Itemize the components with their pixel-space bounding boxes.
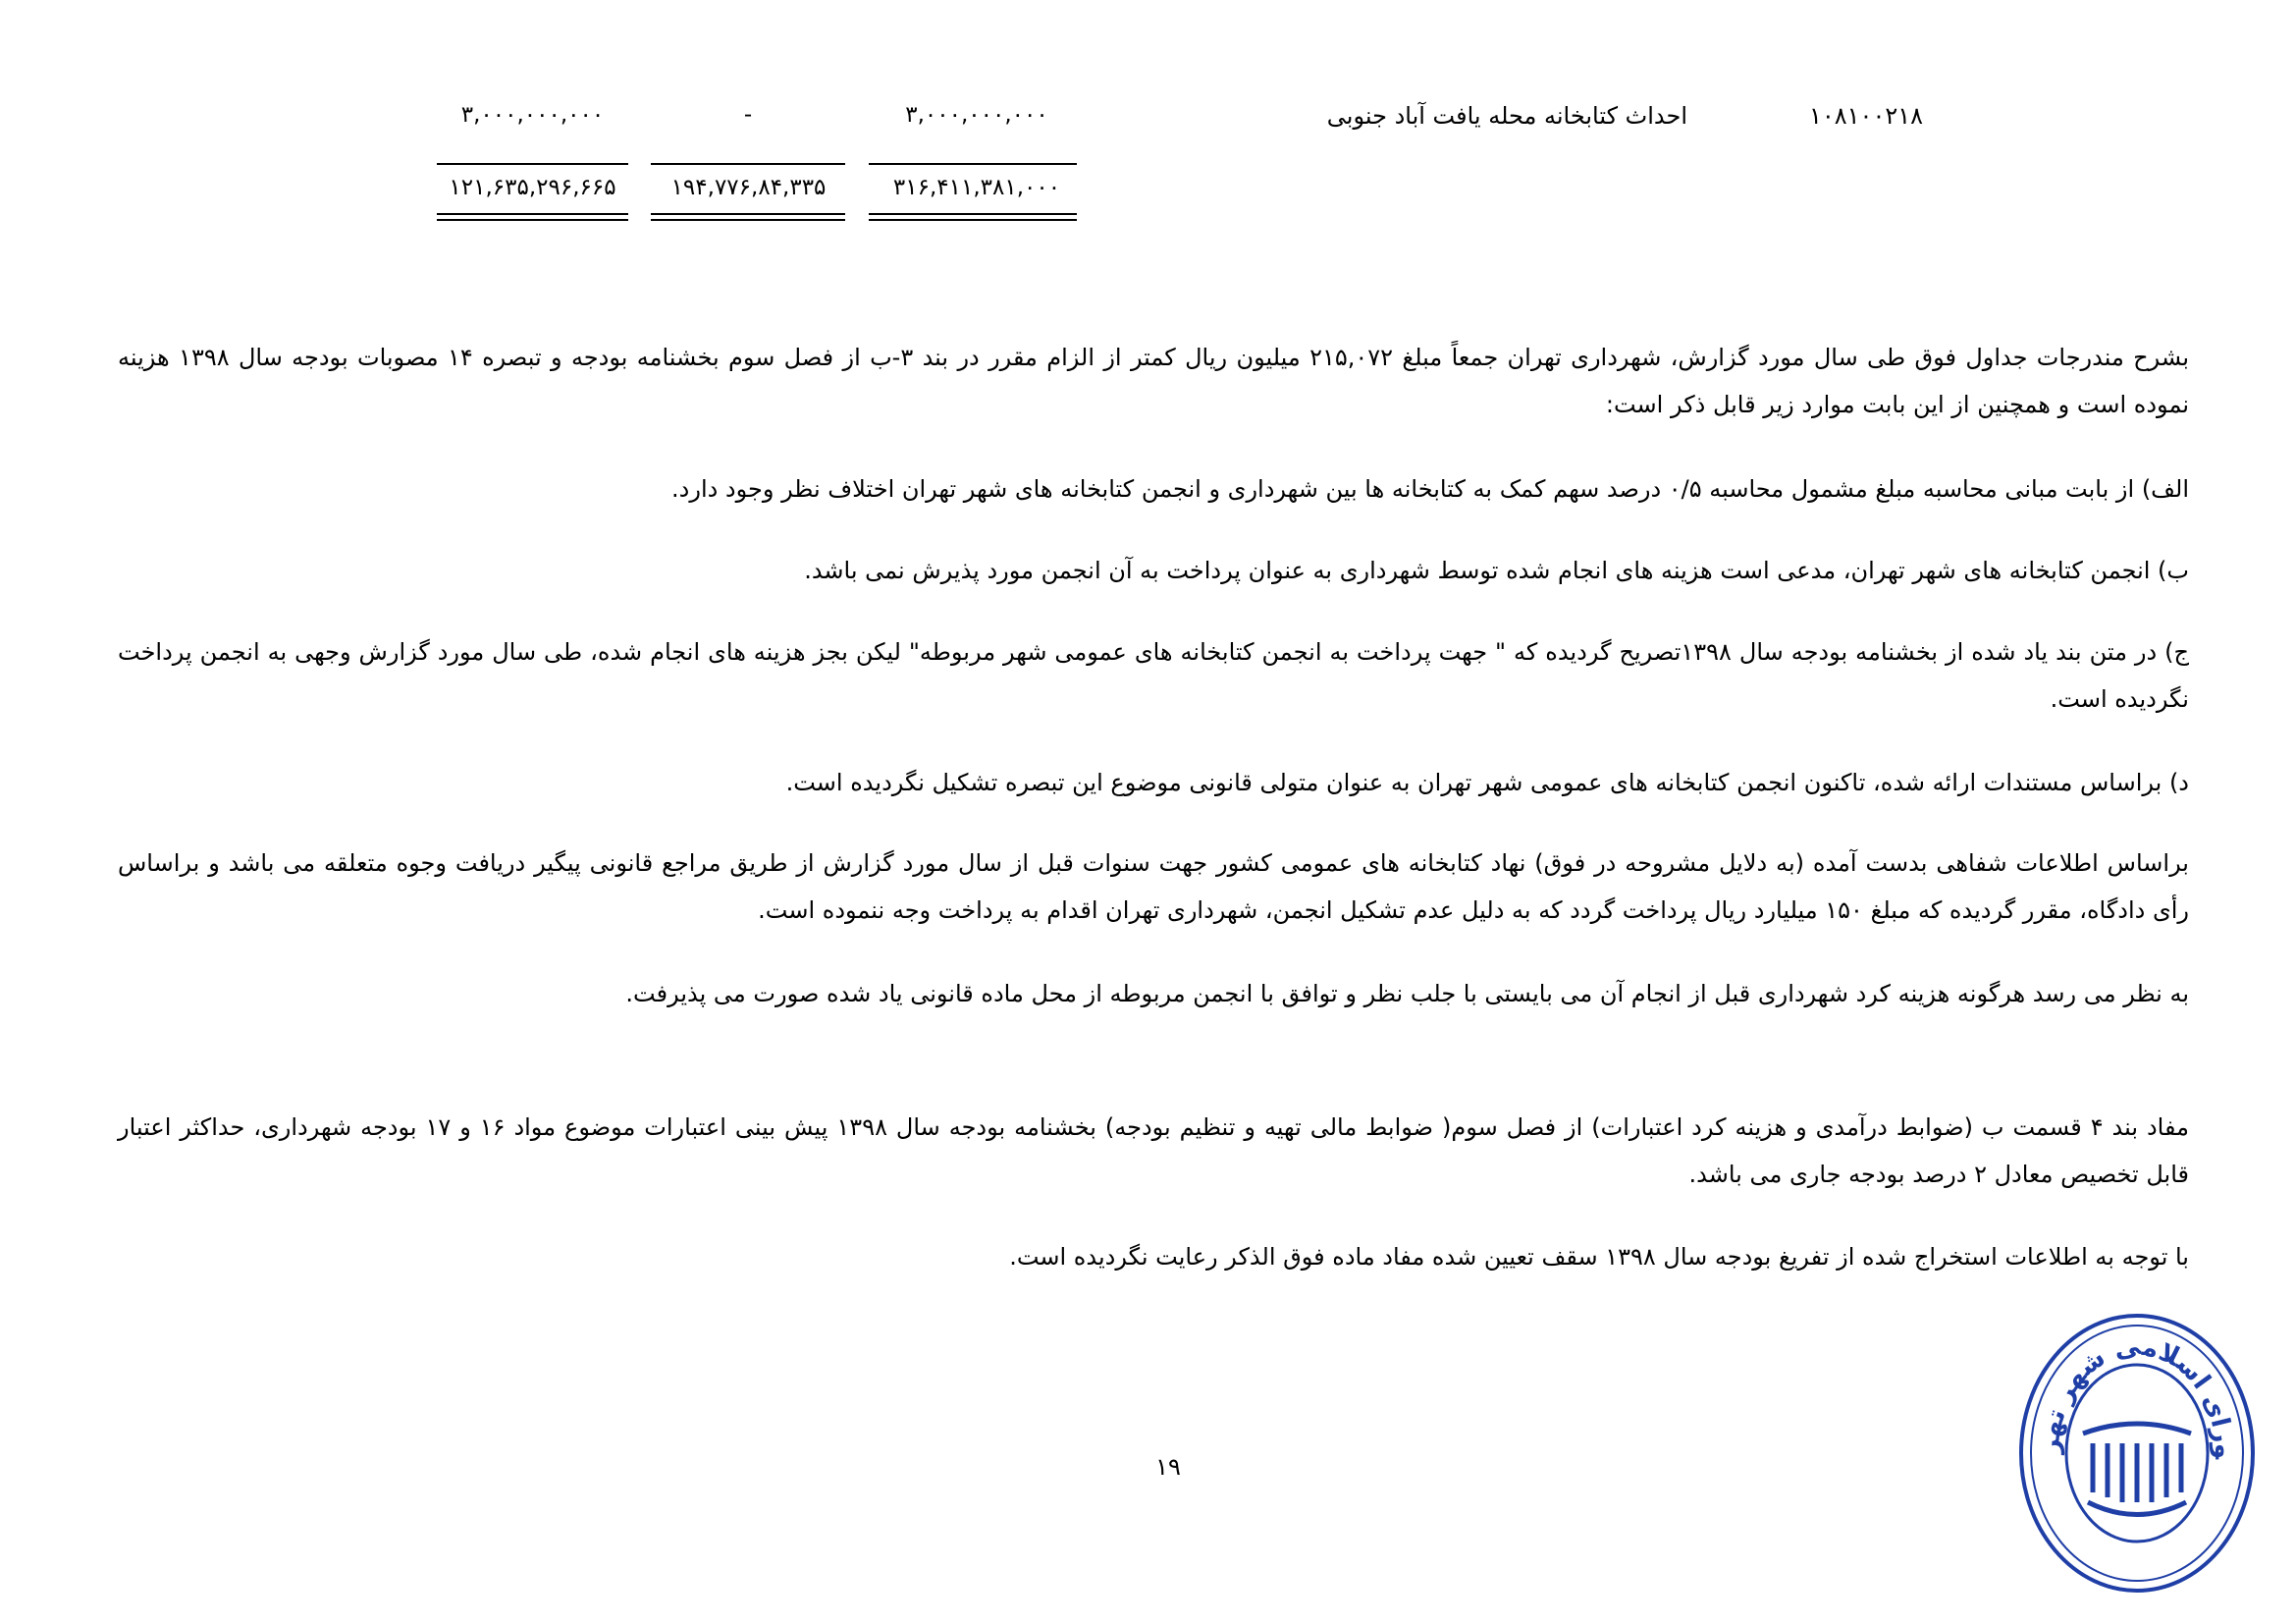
col2-rule (651, 163, 845, 165)
paragraph-clause4: مفاد بند ۴ قسمت ب (ضوابط درآمدی و هزینه کرد اعتبارات) از فصل سوم( ضوابط مالی تهیه و تنظیم بودجه) بخشنامه بودجه سال ۱۳۹۸ پیش بینی اعتبارات موضوع مواد ۱۶ و ۱۷ بودجه شهرداری، حداکثر اعتبار قابل تخصیص معادل ۲ درصد بودجه جاری می باشد. (118, 1113, 2189, 1188)
col1-double-rule (437, 213, 628, 221)
page-number: ۱۹ (1155, 1453, 1181, 1481)
paragraph-opinion: به نظر می رسد هرگونه هزینه کرد شهرداری قبل از انجام آن می بایستی با جلب نظر و توافق با انجمن مربوطه از محل ماده قانونی یاد شده صورت می پذیرفت. (625, 980, 2189, 1007)
paragraph-alef: الف) از بابت مبانی محاسبه مبلغ مشمول محاسبه ۰/۵ درصد سهم کمک به کتابخانه ها بین شهرداری و انجمن کتابخانه های شهر تهران اختلاف نظر وجود دارد. (671, 475, 2189, 503)
row-title: احداث کتابخانه محله یافت آباد جنوبی (1326, 102, 1687, 130)
col2-double-rule (651, 213, 845, 221)
row-col3-value: ۳,۰۰۰,۰۰۰,۰۰۰ (905, 102, 1048, 128)
total-col2-value: ۱۹۴,۷۷۶,۸۴,۳۳۵ (670, 175, 827, 200)
paragraph-be: ب) انجمن کتابخانه های شهر تهران، مدعی است هزینه های انجام شده توسط شهرداری به عنوان پرداخت به آن انجمن مورد پذیرش نمی باشد. (804, 557, 2189, 584)
council-seal-stamp (2014, 1306, 2260, 1600)
paragraph-oral-info: براساس اطلاعات شفاهی بدست آمده (به دلایل مشروحه در فوق) نهاد کتابخانه های عمومی کشور جهت سنوات قبل از سال مورد گزارش از طریق مراجع قانونی پیگیر دریافت وجوه متعلقه می باشد و براساس رأی دادگاه، مقرر گردیده که مبلغ ۱۵۰ میلیارد ریال پرداخت گردد که به دلیل عدم تشکیل انجمن، شهرداری تهران اقدام به پرداخت وجه ننموده است. (118, 849, 2189, 924)
col3-double-rule (869, 213, 1077, 221)
paragraph-dal: د) براساس مستندات ارائه شده، تاکنون انجمن کتابخانه های عمومی شهر تهران به عنوان متولی قانونی موضوع این تبصره تشکیل نگردیده است. (785, 769, 2189, 796)
seal-emblem-icon (2083, 1424, 2191, 1515)
row-col2-value: - (743, 102, 754, 128)
seal-text: ورای اسلامی شهر تهر (2035, 1331, 2239, 1460)
paragraph-conclusion: با توجه به اطلاعات استخراج شده از تفریغ بودجه سال ۱۳۹۸ سقف تعیین شده مفاد ماده فوق الذکر رعایت نگردیده است. (1009, 1243, 2189, 1271)
paragraph-intro: بشرح مندرجات جداول فوق طی سال مورد گزارش، شهرداری تهران جمعاً مبلغ ۲۱۵,۰۷۲ میلیون ریال کمتر از الزام مقرر در بند ۳-ب از فصل سوم بخشنامه بودجه و تبصره ۱۴ مصوبات بودجه سال ۱۳۹۸ هزینه نموده است و همچنین از این بابت موارد زیر قابل ذکر است: (118, 344, 2190, 418)
paragraph-jim: ج) در متن بند یاد شده از بخشنامه بودجه سال ۱۳۹۸تصریح گردیده که " جهت پرداخت به انجمن کتابخانه های عمومی شهر مربوطه" لیکن بجز هزینه های انجام شده، طی سال مورد گزارش وجهی به انجمن پرداخت نگردیده است. (118, 638, 2189, 713)
row-code: ۱۰۸۱۰۰۲۱۸ (1808, 102, 1923, 130)
total-col1-value: ۱۲۱,۶۳۵,۲۹۶,۶۶۵ (449, 175, 616, 200)
total-col3-value: ۳۱۶,۴۱۱,۳۸۱,۰۰۰ (892, 175, 1061, 200)
col1-rule (437, 163, 628, 165)
row-col1-value: ۳,۰۰۰,۰۰۰,۰۰۰ (460, 102, 605, 128)
col3-rule (869, 163, 1077, 165)
